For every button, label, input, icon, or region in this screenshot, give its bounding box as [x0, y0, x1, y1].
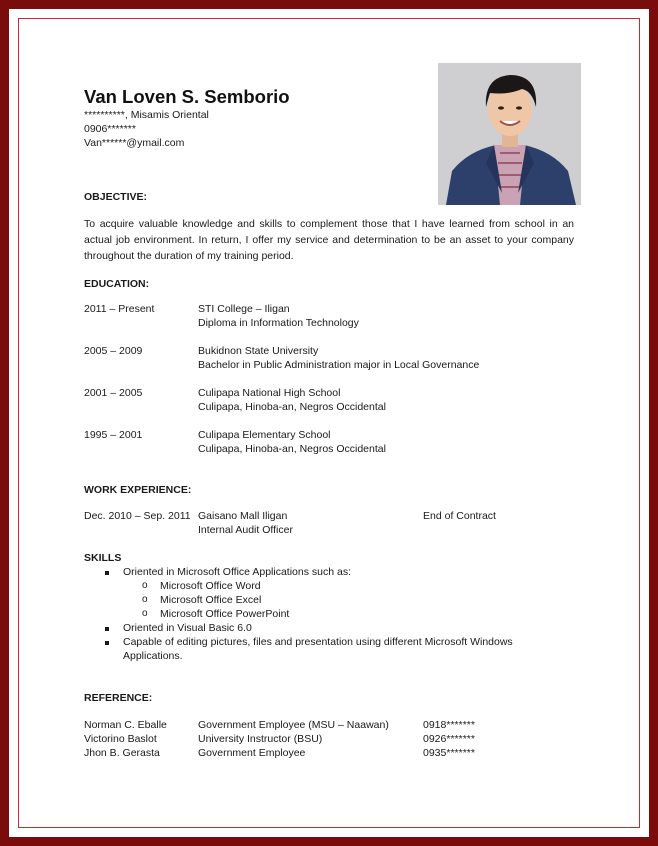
skill-subitem: Microsoft Office Excel [160, 594, 262, 606]
bullet-square-icon [105, 641, 109, 645]
education-years: 2005 – 2009 [84, 345, 143, 357]
skill-item: Capable of editing pictures, files and presentation using different Microsoft Windows [123, 636, 513, 648]
skill-item: Oriented in Visual Basic 6.0 [123, 622, 252, 634]
address-line: **********, Misamis Oriental [84, 109, 209, 121]
skills-heading: SKILLS [84, 552, 122, 564]
bullet-square-icon [105, 571, 109, 575]
skill-item-continuation: Applications. [123, 650, 183, 662]
reference-phone: 0926******* [423, 733, 475, 745]
reference-name: Norman C. Eballe [84, 719, 167, 731]
work-heading: WORK EXPERIENCE: [84, 484, 192, 496]
education-detail: Diploma in Information Technology [198, 317, 359, 329]
skill-subitem: Microsoft Office PowerPoint [160, 608, 290, 620]
applicant-name: Van Loven S. Semborio [84, 86, 290, 107]
reference-title: Government Employee (MSU – Naawan) [198, 719, 389, 731]
education-detail: Culipapa, Hinoba-an, Negros Occidental [198, 401, 386, 413]
work-position: Internal Audit Officer [198, 524, 293, 536]
reference-phone: 0935******* [423, 747, 475, 759]
education-years: 1995 – 2001 [84, 429, 143, 441]
education-heading: EDUCATION: [84, 278, 150, 290]
reference-name: Victorino Baslot [84, 733, 157, 745]
education-detail: Culipapa, Hinoba-an, Negros Occidental [198, 443, 386, 455]
skill-subitem: Microsoft Office Word [160, 580, 261, 592]
reference-heading: REFERENCE: [84, 692, 153, 704]
work-dates: Dec. 2010 – Sep. 2011 [84, 510, 191, 522]
work-employer: Gaisano Mall Iligan [198, 510, 288, 522]
education-years: 2001 – 2005 [84, 387, 143, 399]
phone-line: 0906******* [84, 123, 136, 135]
skill-item: Oriented in Microsoft Office Applications such as: [123, 566, 351, 578]
work-status: End of Contract [423, 510, 496, 522]
reference-title: University Instructor (BSU) [198, 733, 323, 745]
education-school: Culipapa Elementary School [198, 429, 331, 441]
email-line: Van******@ymail.com [84, 137, 185, 149]
profile-photo [438, 63, 581, 205]
education-school: STI College – Iligan [198, 303, 290, 315]
education-detail: Bachelor in Public Administration major in Local Governance [198, 359, 480, 371]
education-school: Bukidnon State University [198, 345, 319, 357]
sub-bullet-icon: o [142, 608, 148, 619]
education-years: 2011 – Present [84, 303, 155, 315]
sub-bullet-icon: o [142, 594, 148, 605]
reference-name: Jhon B. Gerasta [84, 747, 160, 759]
reference-phone: 0918******* [423, 719, 475, 731]
education-school: Culipapa National High School [198, 387, 341, 399]
objective-text: To acquire valuable knowledge and skills to complement those that I have learned from school in an actual job environment. In return, I offer my service and determination to be an asset to your company throughout the duration of my training period. [84, 218, 574, 262]
reference-title: Government Employee [198, 747, 306, 759]
objective-heading: OBJECTIVE: [84, 191, 148, 203]
sub-bullet-icon: o [142, 580, 148, 591]
bullet-square-icon [105, 627, 109, 631]
